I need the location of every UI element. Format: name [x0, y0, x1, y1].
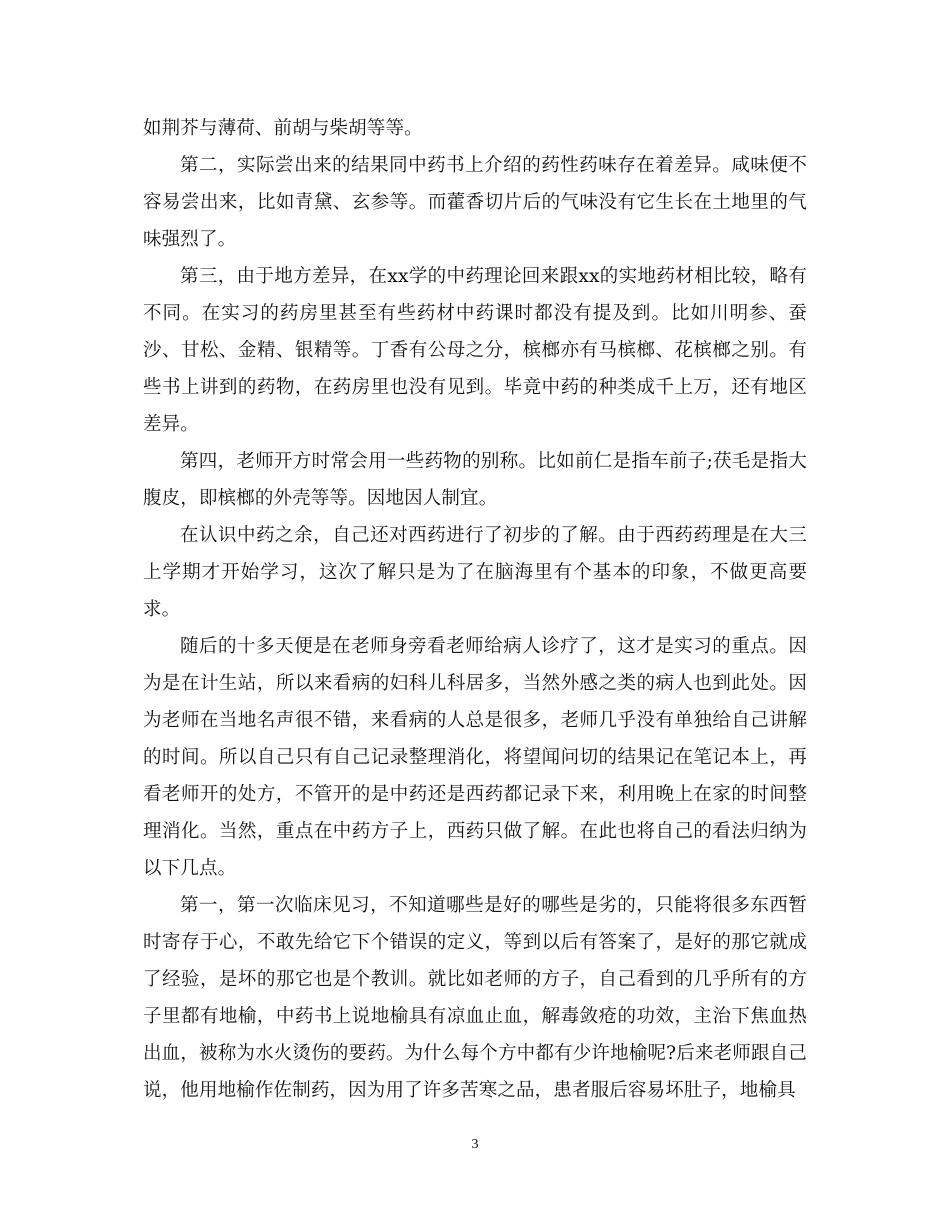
- paragraph-continuation: 如荆芥与薄荷、前胡与柴胡等等。: [143, 118, 423, 139]
- paragraph-point-two: 第二，实际尝出来的结果同中药书上介绍的药性药味存在着差异。咸味便不容易尝出来，比如青黛、玄参等。而藿香切片后的气味没有它生长在土地里的气味强烈了。: [143, 155, 807, 250]
- paragraph-point-four: 第四，老师开方时常会用一些药物的别称。比如前仁是指车前子;茯毛是指大腹皮，即槟榔的外壳等等。因地因人制宜。: [143, 451, 807, 509]
- paragraph-western-medicine: 在认识中药之余，自己还对西药进行了初步的了解。由于西药药理是在大三上学期才开始学习，这次了解只是为了在脑海里有个基本的印象，不做更高要求。: [143, 525, 807, 620]
- body-text: [143, 110, 807, 1109]
- page-number: 3: [471, 1137, 479, 1152]
- paragraph-clinical-observation: 随后的十多天便是在老师身旁看老师给病人诊疗了，这才是实习的重点。因为是在计生站，所以来看病的妇科儿科居多，当然外感之类的病人也到此处。因为老师在当地名声很不错，来看病的人总是很多，老师几乎没有单独给自己讲解的时间。所以自己只有自己记录整理消化，将望闻问切的结果记在笔记本上，再看老师开的处方，不管开的是中药还是西药都记录下来，利用晚上在家的时间整理消化。当然，重点在中药方子上，西药只做了解。在此也将自己的看法归纳为以下几点。: [143, 636, 807, 879]
- paragraph-first-point: 第一，第一次临床见习，不知道哪些是好的哪些是劣的，只能将很多东西暂时寄存于心，不敢先给它下个错误的定义，等到以后有答案了，是好的那它就成了经验，是坏的那它也是个教训。就比如老师的方子，自己看到的几乎所有的方子里都有地榆，中药书上说地榆具有凉血止血，解毒敛疮的功效，主治下焦血热出血，被称为水火烫伤的要药。为什么每个方中都有少许地榆呢?后来老师跟自己说，他用地榆作佐制药，因为用了许多苦寒之品，患者服后容易坏肚子，地榆具: [143, 895, 807, 1101]
- paragraph-point-three: 第三，由于地方差异，在xx学的中药理论回来跟xx的实地药材相比较，略有不同。在实习的药房里甚至有些药材中药课时都没有提及到。比如川明参、蚕沙、甘松、金精、银精等。丁香有公母之分，槟榔亦有马槟榔、花槟榔之别。有些书上讲到的药物，在药房里也没有见到。毕竟中药的种类成千上万，还有地区差异。: [143, 266, 807, 435]
